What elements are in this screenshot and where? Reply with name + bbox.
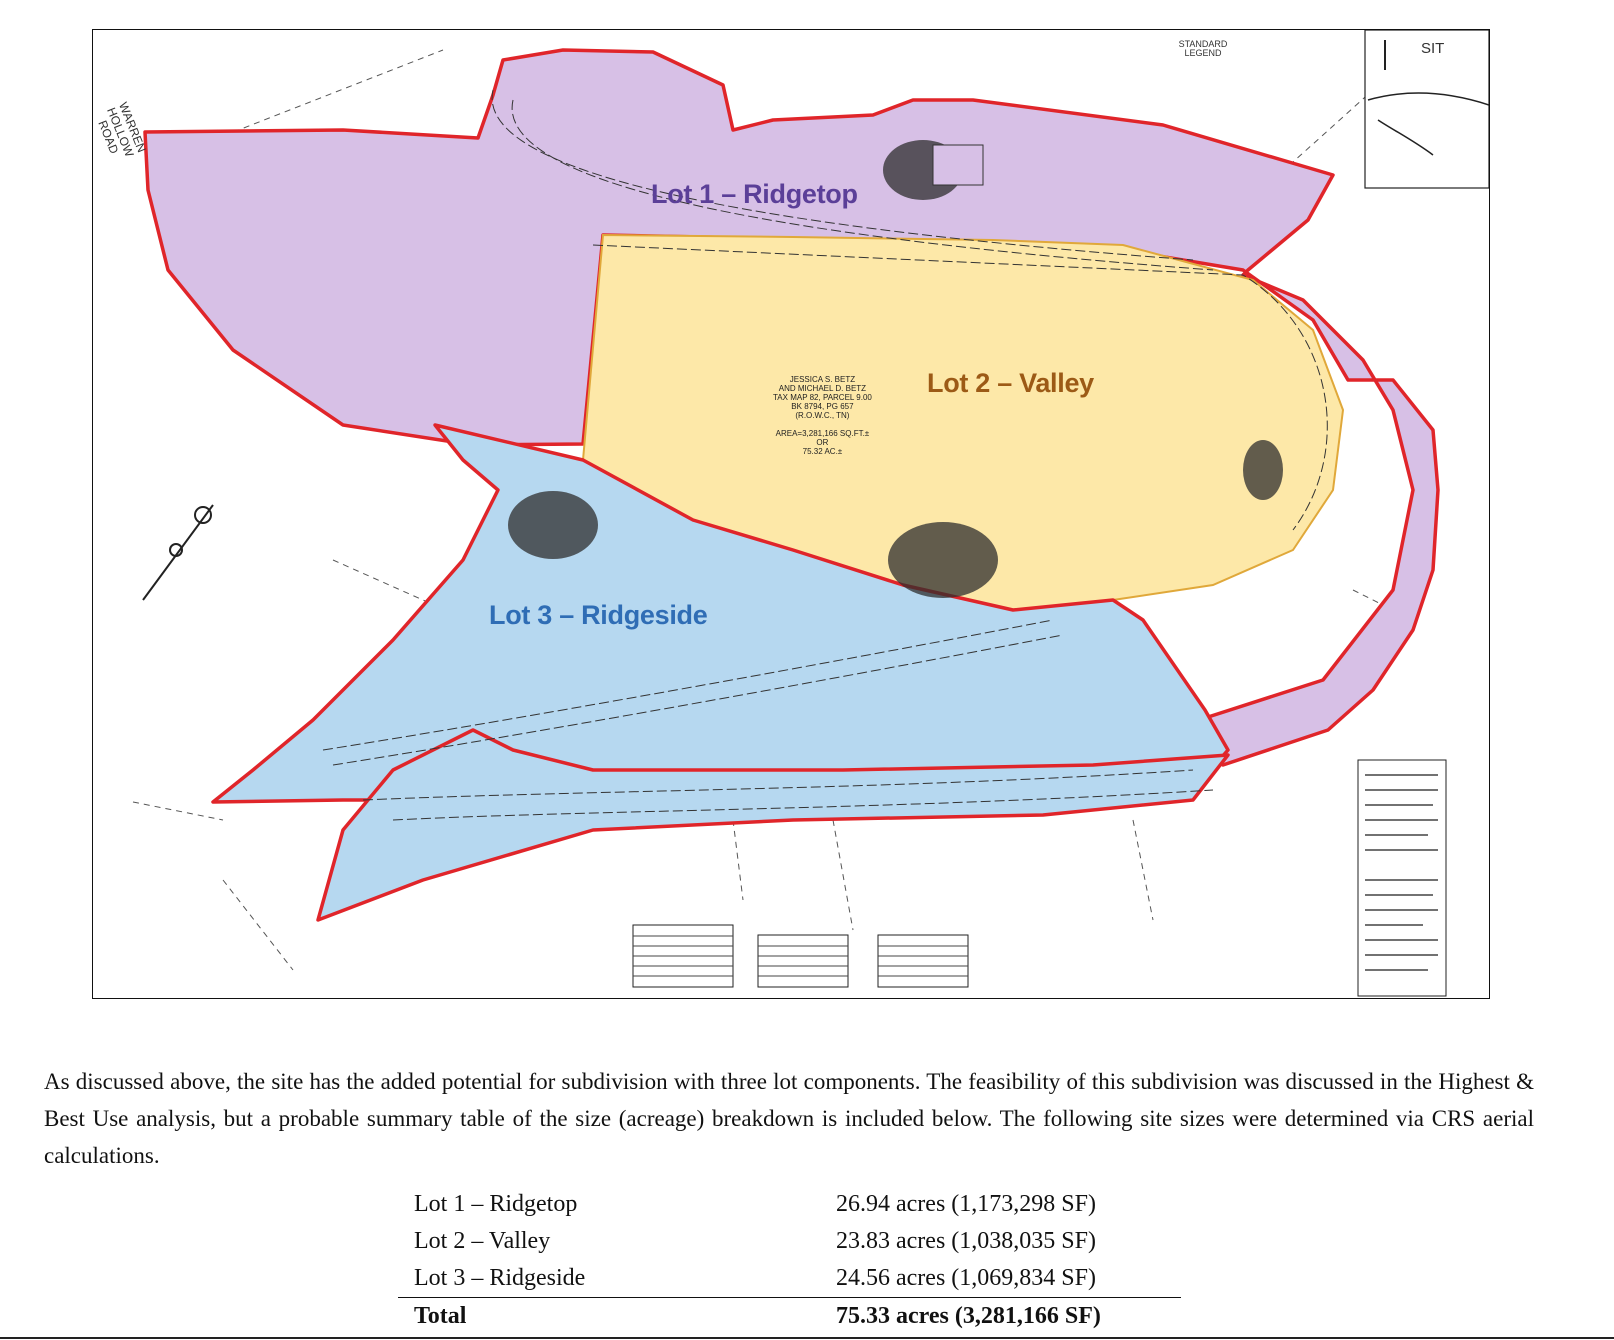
body-paragraph: As discussed above, the site has the added potential for subdivision with three lot components. The feasibility of this subdivision was discussed in the Highest & Best Use analysis, but a probable summary table of the size (acreage) breakdown is included below. The following site sizes were determined via CRS aerial calculations. [44,1069,1534,1168]
parcel-note: JESSICA S. BETZ AND MICHAEL D. BETZ TAX MAP 82, PARCEL 9.00 BK 8794, PG 657 (R.O.W.C., TN) AREA=3,281,166 SQ.FT.± OR 75.32 AC.± [773,375,872,456]
lot-size: 26.94 acres (1,173,298 SF) [836,1191,1096,1217]
lot-size: 24.56 acres (1,069,834 SF) [836,1265,1096,1291]
lot-size: 23.83 acres (1,038,035 SF) [836,1228,1096,1254]
total-label: Total [398,1298,820,1336]
lot-size-table [398,1186,1181,1335]
lot-1-label: Lot 1 – Ridgetop [651,179,858,209]
lot-name: Lot 1 – Ridgetop [414,1191,578,1217]
table-row [398,1260,1181,1298]
map-drawing [93,30,1489,998]
lot-name: Lot 2 – Valley [414,1228,551,1254]
table-total-row [398,1298,1181,1336]
total-size: 75.33 acres (3,281,166 SF) [820,1298,1181,1336]
standard-legend-title: STANDARD LEGEND [1178,39,1228,58]
building-footprint [933,145,983,185]
general-notes-box [1358,760,1446,996]
north-arrow-icon [143,505,213,600]
survey-map [92,29,1490,999]
lot-3-label: Lot 3 – Ridgeside [489,600,708,630]
site-label: SIT [1421,40,1445,57]
lot-2-label: Lot 2 – Valley [927,368,1094,398]
table-row [398,1223,1181,1260]
lot-name: Lot 3 – Ridgeside [414,1265,586,1291]
page-bottom-rule [0,1337,1614,1339]
table-row [398,1186,1181,1223]
road-label: WARREN HOLLOW ROAD [95,100,149,159]
